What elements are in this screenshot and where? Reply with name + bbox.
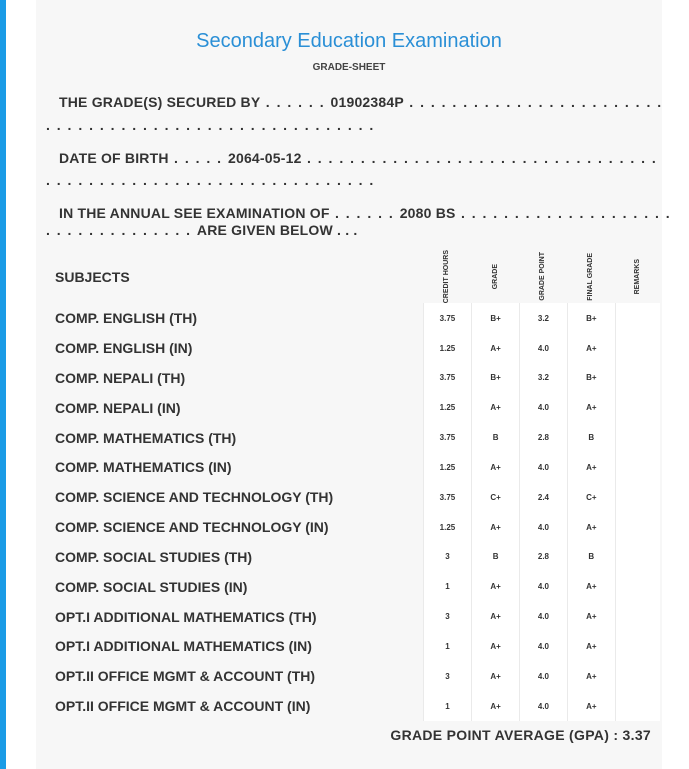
final-grade-header: FINAL GRADE (587, 252, 595, 301)
grade-cell: A+ (472, 512, 520, 542)
subjects-header: SUBJECTS (55, 268, 130, 285)
grade-cell: B+ (472, 303, 520, 333)
grade-point-cell: 4.0 (520, 393, 568, 423)
table-row (46, 632, 660, 662)
subject-name: OPT.II OFFICE MGMT & ACCOUNT (TH) (55, 668, 316, 685)
gpa-value: 3.37 (622, 727, 651, 743)
remarks-cell (615, 333, 660, 363)
grade-point-header: GRADE POINT (539, 252, 547, 301)
credit-hours-cell: 3 (423, 542, 471, 572)
remarks-cell (615, 632, 660, 662)
final-grade-cell: A+ (567, 333, 615, 363)
final-grade-cell: B (567, 542, 615, 572)
exam-title: Secondary Education Examination (196, 30, 502, 52)
grade-sheet-label: GRADE-SHEET (312, 62, 386, 73)
grade-cell: A+ (472, 333, 520, 363)
secured-by-dots: . . . . . . . . . . . . . . . . . . . . . . . . . . . . . . . (46, 117, 375, 133)
credit-hours-cell: 1.25 (423, 453, 471, 483)
grade-cell: A+ (472, 661, 520, 691)
dob-value: 2064-05-12 (227, 150, 302, 166)
grade-point-cell: 3.2 (520, 363, 568, 393)
remarks-cell (615, 453, 660, 483)
subject-name: COMP. SCIENCE AND TECHNOLOGY (IN) (55, 519, 329, 536)
table-header-row (46, 250, 660, 303)
credit-hours-cell: 3 (423, 661, 471, 691)
grade-cell: A+ (472, 393, 520, 423)
grade-point-cell: 4.0 (520, 691, 568, 721)
final-grade-cell: C+ (567, 482, 615, 512)
grade-point-cell: 4.0 (520, 661, 568, 691)
table-row (46, 333, 660, 363)
dob-label: DATE OF BIRTH (59, 150, 169, 166)
grade-point-cell: 4.0 (520, 333, 568, 363)
grade-cell: B (472, 423, 520, 453)
table-row (46, 542, 660, 572)
remarks-cell (615, 303, 660, 333)
final-grade-cell: A+ (567, 602, 615, 632)
grade-point-cell: 2.8 (520, 423, 568, 453)
grade-point-cell: 4.0 (520, 453, 568, 483)
grade-point-cell: 4.0 (520, 572, 568, 602)
subject-name: COMP. SCIENCE AND TECHNOLOGY (TH) (55, 489, 334, 506)
credit-hours-header: CREDIT HOURS (443, 250, 451, 304)
credit-hours-cell: 1 (423, 572, 471, 602)
symbol-number: 01902384P (330, 94, 404, 110)
grade-rows (46, 303, 660, 721)
subject-name: COMP. MATHEMATICS (IN) (55, 459, 232, 476)
grade-sheet (36, 0, 672, 769)
dob-line: DATE OF BIRTH . . . . . 2064-05-12 . . . . . . . . . . . . . . . . . . . . . . . . . . . . . . . . . (59, 150, 658, 166)
credit-hours-cell: 3.75 (423, 303, 471, 333)
secured-by-label: THE GRADE(S) SECURED BY (59, 94, 261, 110)
exam-line: IN THE ANNUAL SEE EXAMINATION OF . . . . . . 2080 BS . . . . . . . . . . . . . . . . . . . . (59, 205, 672, 221)
subject-name: COMP. NEPALI (TH) (55, 369, 186, 386)
final-grade-cell: A+ (567, 691, 615, 721)
subject-name: COMP. SOCIAL STUDIES (TH) (55, 548, 253, 565)
table-row (46, 453, 660, 483)
final-grade-cell: A+ (567, 512, 615, 542)
final-grade-cell: A+ (567, 632, 615, 662)
given-below-text: ARE GIVEN BELOW . . . (196, 222, 358, 238)
dob-dots: . . . . . . . . . . . . . . . . . . . . . . . . . . . . . . . (46, 172, 375, 188)
grade-cell: B+ (472, 363, 520, 393)
credit-hours-cell: 3.75 (423, 363, 471, 393)
table-row (46, 512, 660, 542)
table-row (46, 393, 660, 423)
credit-hours-cell: 3.75 (423, 482, 471, 512)
credit-hours-cell: 1.25 (423, 393, 471, 423)
table-row (46, 363, 660, 393)
credit-hours-cell: 1.25 (423, 512, 471, 542)
grade-cell: A+ (472, 691, 520, 721)
grade-point-cell: 4.0 (520, 602, 568, 632)
remarks-cell (615, 661, 660, 691)
remarks-cell (615, 572, 660, 602)
remarks-cell (615, 542, 660, 572)
subject-name: OPT.I ADDITIONAL MATHEMATICS (IN) (55, 638, 312, 655)
credit-hours-cell: 1 (423, 691, 471, 721)
grade-cell: A+ (472, 632, 520, 662)
grade-cell: A+ (472, 602, 520, 632)
grade-cell: A+ (472, 572, 520, 602)
remarks-cell (615, 602, 660, 632)
credit-hours-cell: 1.25 (423, 333, 471, 363)
final-grade-cell: A+ (567, 661, 615, 691)
remarks-cell (615, 482, 660, 512)
subject-name: COMP. ENGLISH (TH) (55, 310, 198, 327)
exam-label: IN THE ANNUAL SEE EXAMINATION OF (59, 205, 330, 221)
remarks-header: REMARKS (633, 258, 641, 295)
final-grade-cell: A+ (567, 453, 615, 483)
subject-name: COMP. MATHEMATICS (TH) (55, 429, 237, 446)
grade-header: GRADE (491, 264, 499, 290)
table-row (46, 691, 660, 721)
final-grade-cell: A+ (567, 572, 615, 602)
remarks-cell (615, 393, 660, 423)
grade-cell: A+ (472, 453, 520, 483)
subject-name: COMP. SOCIAL STUDIES (IN) (55, 578, 248, 595)
table-row (46, 482, 660, 512)
exam-line-2: . . . . . . . . . . . . . . ARE GIVEN BELOW . . . (46, 222, 358, 238)
remarks-cell (615, 363, 660, 393)
remarks-cell (615, 423, 660, 453)
grade-point-cell: 2.4 (520, 482, 568, 512)
secured-by-line: THE GRADE(S) SECURED BY . . . . . . 01902384P . . . . . . . . . . . . . . . . . . . . . . . . (59, 94, 663, 110)
grades-table (46, 250, 660, 721)
subject-name: COMP. NEPALI (IN) (55, 399, 181, 416)
table-row (46, 423, 660, 453)
table-row (46, 303, 660, 333)
subject-name: COMP. ENGLISH (IN) (55, 340, 193, 357)
gpa-summary (390, 727, 651, 743)
final-grade-cell: B+ (567, 303, 615, 333)
credit-hours-cell: 1 (423, 632, 471, 662)
final-grade-cell: B (567, 423, 615, 453)
subject-name: OPT.I ADDITIONAL MATHEMATICS (TH) (55, 608, 317, 625)
credit-hours-cell: 3.75 (423, 423, 471, 453)
remarks-cell (615, 691, 660, 721)
gpa-label: GRADE POINT AVERAGE (GPA) : (390, 727, 619, 743)
remarks-cell (615, 512, 660, 542)
table-row (46, 602, 660, 632)
grade-point-cell: 3.2 (520, 303, 568, 333)
final-grade-cell: B+ (567, 363, 615, 393)
grade-cell: C+ (472, 482, 520, 512)
grade-point-cell: 4.0 (520, 632, 568, 662)
exam-year: 2080 BS (399, 205, 456, 221)
grade-cell: B (472, 542, 520, 572)
table-row (46, 661, 660, 691)
grade-point-cell: 2.8 (520, 542, 568, 572)
grade-point-cell: 4.0 (520, 512, 568, 542)
credit-hours-cell: 3 (423, 602, 471, 632)
subject-name: OPT.II OFFICE MGMT & ACCOUNT (IN) (55, 698, 311, 715)
table-row (46, 572, 660, 602)
left-accent-bar (0, 0, 6, 769)
final-grade-cell: A+ (567, 393, 615, 423)
